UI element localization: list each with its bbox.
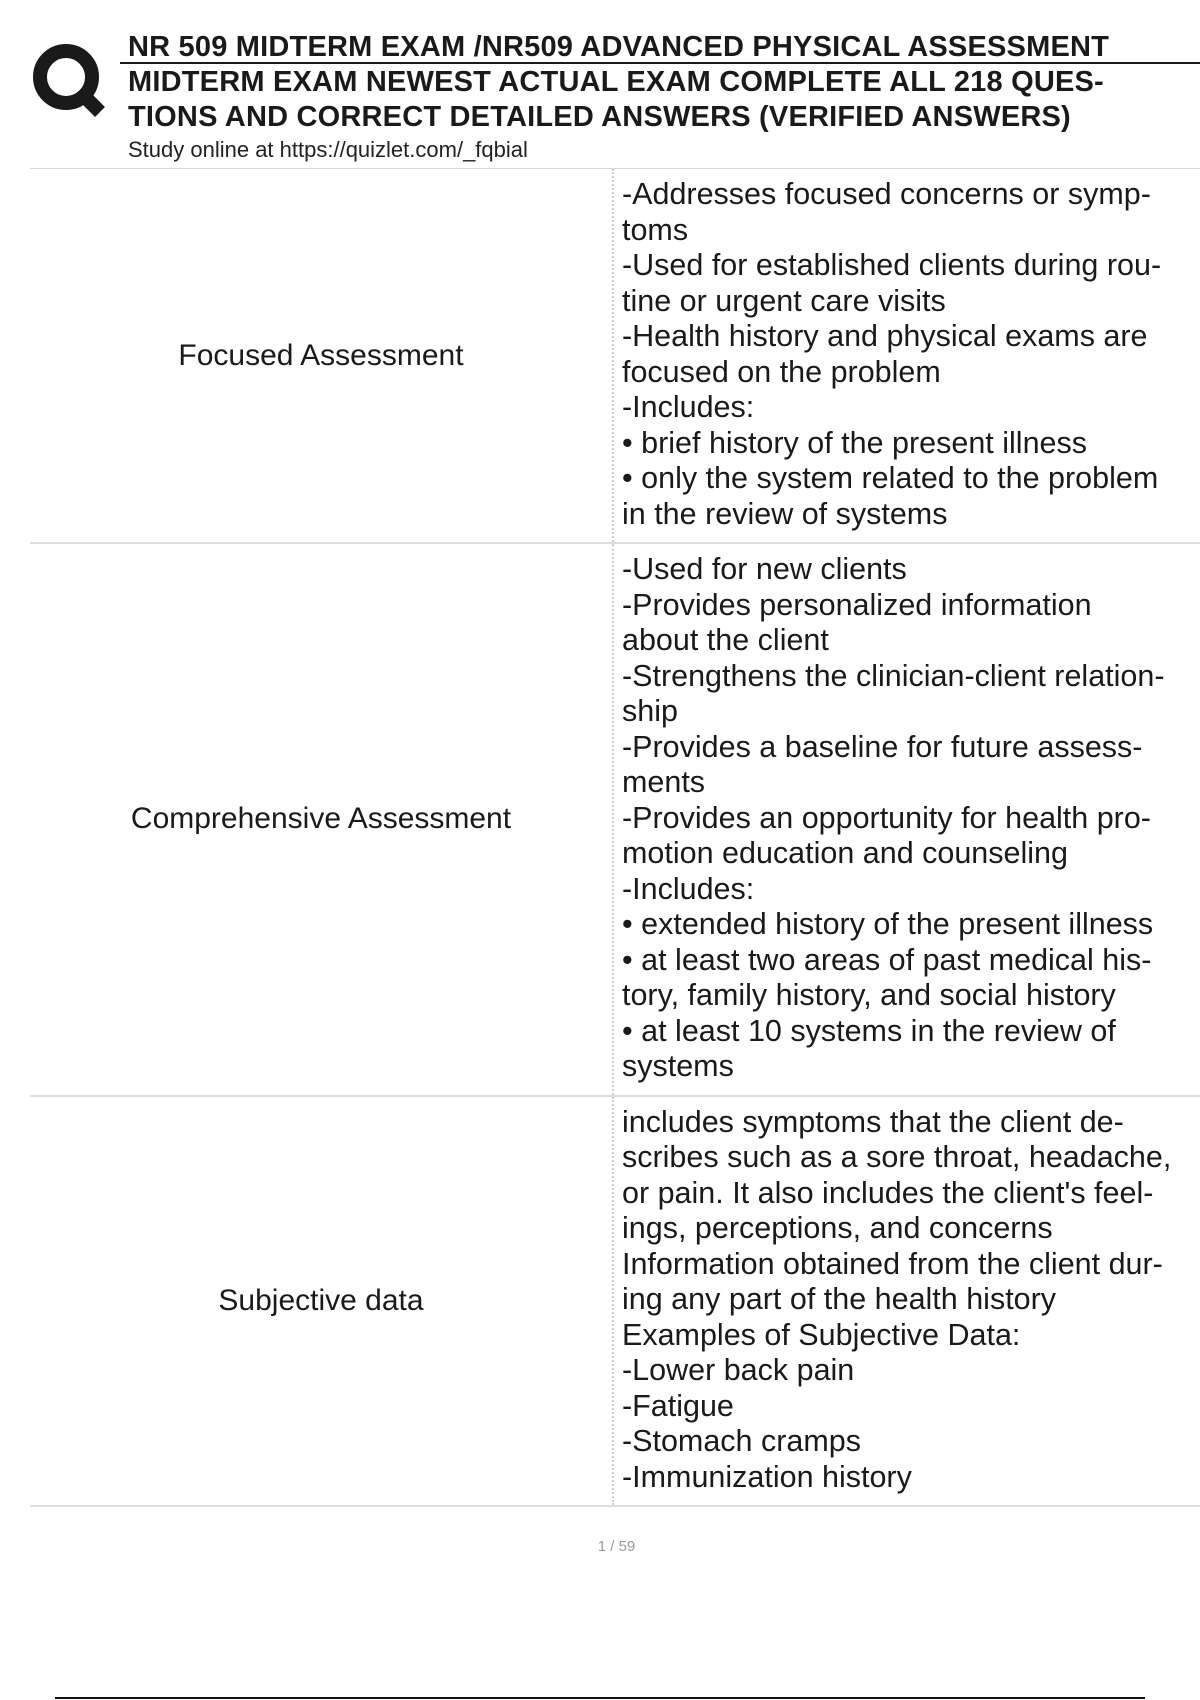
definition-line: -Includes: (622, 390, 755, 424)
quizlet-q-logo-icon (30, 40, 110, 120)
definition-line: Information obtained from the client dur- (622, 1246, 1163, 1281)
definition-line: -Strengthens the clinician-client relation- (622, 658, 1165, 693)
definition-line: includes symptoms that the client de- (622, 1104, 1124, 1139)
flashcard-term: Subjective data (218, 1283, 424, 1317)
definition-line: -Used for established clients during rou- (622, 248, 1162, 282)
definition-line: -Provides an opportunity for health pro- (622, 800, 1151, 835)
definition-line: tine or urgent care visits (622, 283, 946, 318)
flashcard-definition (612, 544, 1200, 1095)
flashcard-term: Focused Assessment (178, 338, 464, 372)
footer-rule (55, 1697, 1145, 1699)
definition-line: -Fatigue (622, 1388, 734, 1423)
definition-line: tory, family history, and social history (622, 978, 1116, 1012)
definition-line: ments (622, 765, 706, 799)
definition-line: -Addresses focused concerns or symp- (622, 177, 1151, 211)
definition-line: systems (622, 1049, 734, 1083)
definition-line: -Provides personalized information (622, 587, 1092, 622)
title-line-2: MIDTERM EXAM NEWEST ACTUAL EXAM COMPLETE ALL 218 QUES- (128, 66, 1104, 98)
definition-line: ing any part of the health history (622, 1282, 1057, 1316)
page-indicator: 1 / 59 (597, 1538, 636, 1555)
definition-line: scribes such as a sore throat, headache, (622, 1140, 1172, 1174)
definition-line: • extended history of the present illness (622, 907, 1154, 941)
definition-line: or pain. It also includes the client's feel- (622, 1175, 1154, 1210)
definition-line: ship (622, 694, 678, 728)
document-title (128, 30, 1200, 135)
definition-line: Examples of Subjective Data: (622, 1317, 1021, 1352)
definition-line: in the review of systems (622, 496, 948, 531)
flashcard-row (30, 1097, 1200, 1508)
definition-line: • at least two areas of past medical his- (622, 942, 1152, 977)
definition-line: -Includes: (622, 871, 755, 906)
definition-line: -Immunization history (622, 1459, 912, 1494)
flashcard-term: Comprehensive Assessment (130, 802, 512, 836)
definition-line: • at least 10 systems in the review of (622, 1013, 1116, 1048)
flashcard-row (30, 169, 1200, 544)
definition-line: • brief history of the present illness (622, 425, 1088, 460)
flashcard-list (30, 168, 1200, 1507)
study-online-link[interactable]: Study online at https://quizlet.com/_fqbial (128, 137, 528, 162)
definition-line: -Used for new clients (622, 552, 907, 586)
definition-line: -Lower back pain (622, 1353, 855, 1387)
definition-line: motion education and counseling (622, 836, 1068, 870)
definition-line: ings, perceptions, and concerns (622, 1211, 1053, 1245)
definition-line: -Stomach cramps (622, 1424, 861, 1458)
flashcard-definition (612, 1097, 1200, 1506)
flashcard-definition (612, 169, 1200, 542)
definition-line: about the client (622, 623, 829, 657)
definition-line: focused on the problem (622, 354, 941, 389)
definition-line: • only the system related to the problem (622, 461, 1159, 495)
definition-line: toms (622, 212, 689, 247)
flashcard-row (30, 544, 1200, 1097)
title-line-1: NR 509 MIDTERM EXAM /NR509 ADVANCED PHYSICAL ASSESSMENT (128, 31, 1110, 63)
title-line-3: TIONS AND CORRECT DETAILED ANSWERS (VERIFIED ANSWERS) (128, 101, 1071, 133)
definition-line: -Provides a baseline for future assess- (622, 729, 1143, 764)
definition-line: -Health history and physical exams are (622, 319, 1148, 353)
